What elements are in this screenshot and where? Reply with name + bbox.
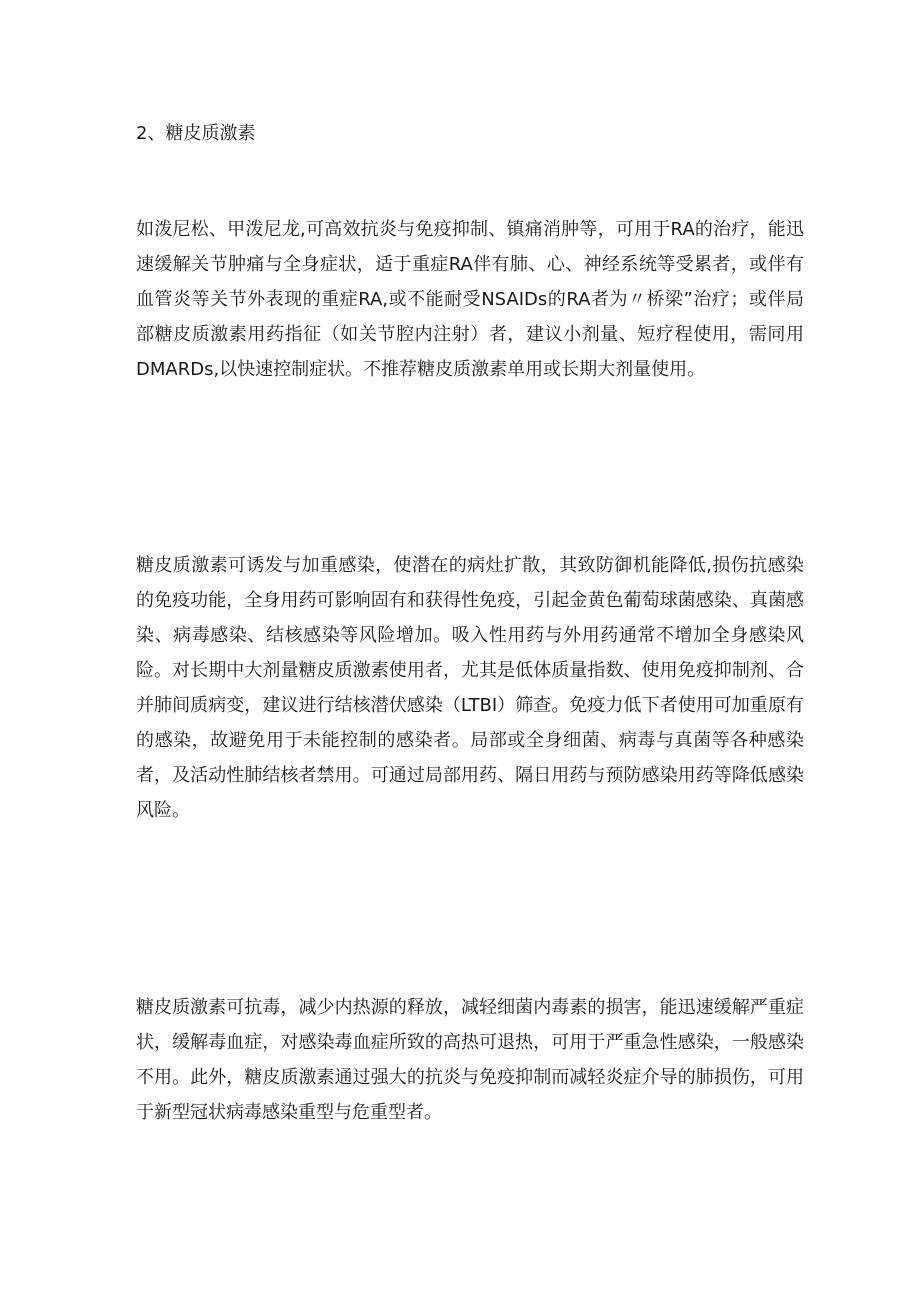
paragraph-antitoxic-effect: 糖皮质激素可抗毒，减少内热源的释放，减轻细菌内毒素的损害，能迅速缓解严重症状，缓解毒血症，对感染毒血症所致的高热可退热，可用于严重急性感染，一般感染不用。此外，糖皮质激素通过强大的抗炎与免疫抑制而减轻炎症介导的肺损伤，可用于新型冠状病毒感染重型与危重型者。: [136, 997, 804, 1123]
paragraph-infection-risk: 糖皮质激素可诱发与加重感染，使潜在的病灶扩散，其致防御机能降低,损伤抗感染的免疫功能，全身用药可影响固有和获得性免疫，引起金黄色葡萄球菌感染、真菌感染、病毒感染、结核感染等风险增加。吸入性用药与外用药通常不增加全身感染风险。对长期中大剂量糖皮质激素使用者，尤其是低体质量指数、使用免疫抑制剂、合并肺间质病变，建议进行结核潜伏感染（LTBI）筛查。免疫力低下者使用可加重原有的感染，故避免用于未能控制的感染者。局部或全身细菌、病毒与真菌等各种感染者，及活动性肺结核者禁用。可通过局部用药、隔日用药与预防感染用药等降低感染风险。: [136, 555, 804, 821]
paragraph-indications: 如泼尼松、甲泼尼龙,可高效抗炎与免疫抑制、镇痛消肿等，可用于RA的治疗，能迅速缓解关节肿痛与全身症状，适于重症RA伴有肺、心、神经系统等受累者，或伴有血管炎等关节外表现的重症RA,或不能耐受NSAIDs的RA者为〃桥梁”治疗；或伴局部糖皮质激素用药指征（如关节腔内注射）者，建议小剂量、短疗程使用，需同用DMARDs,以快速控制症状。不推荐糖皮质激素单用或长期大剂量使用。: [136, 219, 804, 380]
section-heading: 2、糖皮质激素: [136, 123, 256, 144]
